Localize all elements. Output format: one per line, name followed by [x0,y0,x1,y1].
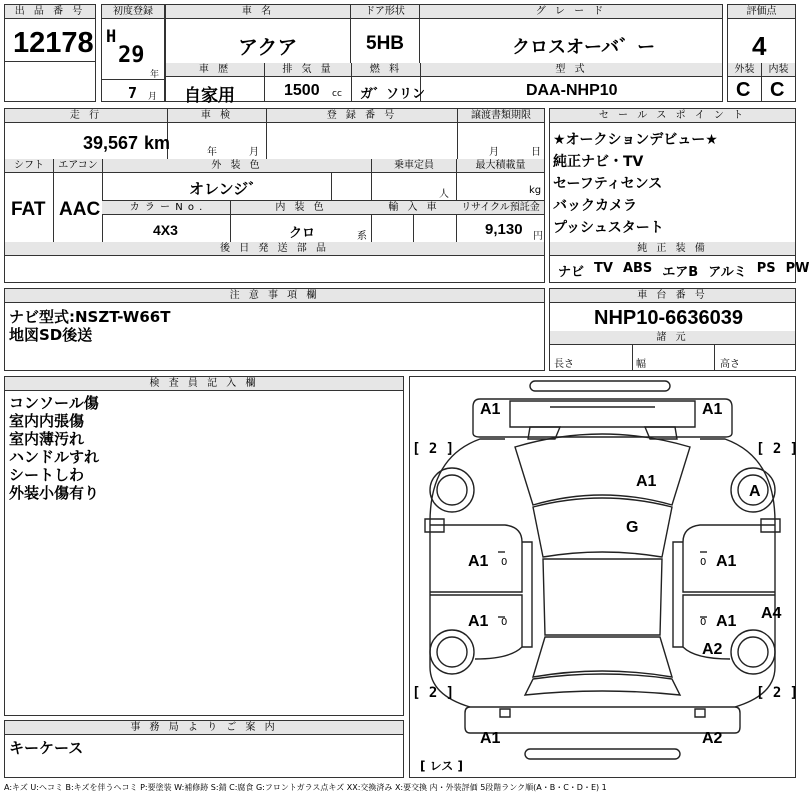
later-parts-label: 後 日 発 送 部 品 [5,242,544,256]
mark-hood: A1 [636,473,657,490]
inspector-line: 室内薄汚れ [9,430,85,448]
model: DAA-NHP10 [526,82,618,99]
int-grade-label: 内装 [762,63,795,77]
grade-label: グ レ ー ド [420,5,722,19]
mileage: 39,567 [83,133,139,153]
first-registration-label: 初度登録 [102,5,164,19]
inspector-line: シートしわ [9,466,85,484]
inspector-label: 検 査 員 記 入 欄 [5,377,403,391]
mark-windshield: G [626,519,639,536]
history: 自家用 [184,86,235,106]
car-name-label: 車 名 [166,5,350,19]
equipment-item: ABS [622,261,653,276]
ext-grade: C [736,79,751,101]
mileage-unit: km [144,133,171,153]
shift: FAT [11,199,46,220]
recycle-unit: 円 [533,231,543,242]
displacement: 1500 [284,82,320,99]
zero-mark: 0 [700,617,707,628]
reg-month: 7 [128,84,138,102]
interior-color-label: 内 装 色 [231,201,371,215]
chassis-number: NHP10-6636039 [594,307,743,329]
score-label: 評価点 [728,5,795,19]
sales-point-item: 純正ナビ・TV [553,154,644,170]
capacity-label: 乗車定員 [372,159,456,173]
spec-label: 諸 元 [550,331,795,345]
office-line: キーケース [9,739,84,757]
door-type: 5HB [366,33,405,54]
tire-rear-right: [ 2 ] [756,685,799,701]
spec-width: 幅 [636,359,646,370]
mileage-label: 走 行 [5,109,167,123]
notes-box [4,288,545,371]
shift-label: シフト [5,159,53,173]
notes-line: ナビ型式:NSZT-W66T [9,308,171,326]
score-box [727,4,796,102]
inspection-label: 車 検 [168,109,266,123]
sales-point-item: バックカメラ [553,198,637,214]
history-label: 車 歴 [166,63,264,77]
office-box [4,720,404,778]
grade: クロスオーバ゛ー [512,37,656,58]
interior-unit: 系 [357,231,367,242]
car-diagram [410,377,795,777]
inspection-year: 年 [207,147,217,158]
color-number: 4X3 [153,222,178,238]
inspector-line: 室内内張傷 [9,412,85,430]
year-unit: 年 [150,70,160,80]
spec-height: 高さ [720,359,740,370]
sales-points-list [553,129,718,239]
recycle-label: リサイクル預託金 [457,201,544,215]
equipment-item: アルミ [708,265,747,280]
inspection-month: 月 [249,147,259,158]
notes-line: 地図SD後送 [9,326,93,344]
legend: A:キズ U:ヘコミ B:キズを伴うヘコミ P:要塗装 W:補修跡 S:錆 C:腐食 G:フロントガラス点キズ XX:交換済み X:要交換 内・外装評価 5段階ランク順(A・B・C・D・E) 1 [4,783,607,792]
mark-rear-right: A2 [702,730,723,747]
zero-mark: 0 [700,557,707,568]
mark-front-right: A1 [702,401,723,418]
registration-number-label: 登 録 番 号 [267,109,457,123]
ext-grade-label: 外装 [728,63,761,77]
color-no-label: カ ラ ー N o . [103,201,230,215]
import-label: 輸 入 車 [372,201,456,215]
displacement-unit: cc [332,89,342,99]
sales-point-item: ★オークションデビュー★ [553,132,718,148]
mark-rear-quarter-right: A2 [702,641,723,658]
spare-tire: [ レス ] [420,759,463,773]
door-label: ドア形状 [351,5,419,19]
sales-point-item: プッシュスタート [553,220,664,236]
chassis-label: 車 台 番 号 [550,289,795,303]
equipment-item: PW [785,261,809,276]
detail-box [4,108,545,283]
zero-mark: 0 [501,617,508,628]
first-registration-box [101,4,165,102]
equipment-item: ナビ [558,265,585,280]
equipment-item: PS [756,261,776,276]
chassis-box [549,288,796,371]
model-label: 型 式 [421,63,722,77]
mark-rear-left: A1 [480,730,501,747]
era: H [106,27,117,47]
mark-front-left: A1 [480,401,501,418]
lot-number-box [4,4,96,102]
office-label: 事 務 局 よ り ご 案 内 [5,721,403,735]
sales-points-label: セ ー ル ス ポ イ ン ト [550,109,795,123]
int-grade: C [770,79,785,101]
displacement-label: 排 気 量 [265,63,351,77]
inspector-line: ハンドルすれ [9,448,100,466]
sales-point-item: セーフティセンス [553,176,663,192]
max-load-label: 最大積載量 [457,159,544,173]
mark-rocker-right: A4 [761,605,782,622]
tire-front-left: [ 2 ] [412,441,455,457]
transfer-day: 日 [531,147,541,158]
score: 4 [752,31,767,61]
capacity-unit: 人 [439,189,449,200]
exterior-color: オレンジ゛ [189,180,264,198]
car-info-box [165,4,723,106]
lot-number: 12178 [13,27,94,59]
fuel: ガ゛ソリン [360,87,426,102]
equipment-label: 純 正 装 備 [550,242,795,256]
ac: AAC [59,199,101,220]
car-name: アクア [238,35,298,59]
color-label: 外 装 色 [103,159,371,173]
zero-mark: 0 [501,557,508,568]
sales-points-box [549,108,809,283]
inspector-line: 外装小傷有り [9,484,100,502]
equipment-item: TV [594,261,613,276]
equipment-list [558,261,809,280]
max-load-unit: kg [529,185,542,196]
interior-color: クロ [289,226,316,241]
transfer-deadline-label: 譲渡書類期限 [458,109,544,123]
fuel-label: 燃 料 [352,63,420,77]
mark-rear-door-left: A1 [468,613,489,630]
mark-front-door-left: A1 [468,553,489,570]
reg-year: 29 [118,43,145,68]
ac-label: エアコン [54,159,102,173]
month-unit: 月 [148,92,158,102]
recycle-fee: 9,130 [485,221,523,238]
mark-front-door-right: A1 [716,553,737,570]
notes-label: 注 意 事 項 欄 [5,289,544,303]
equipment-item: エアB [662,265,699,280]
mark-rear-door-right: A1 [716,613,737,630]
tire-rear-left: [ 2 ] [412,685,455,701]
tire-front-right: [ 2 ] [756,441,799,457]
lot-number-label: 出 品 番 号 [5,5,95,19]
mark-wheel-front-right: A [749,483,761,500]
damage-diagram-box [409,376,799,778]
inspector-box [4,376,404,716]
transfer-month: 月 [489,147,499,158]
spec-length: 長さ [554,359,574,370]
inspector-line: コンソール傷 [9,394,99,412]
